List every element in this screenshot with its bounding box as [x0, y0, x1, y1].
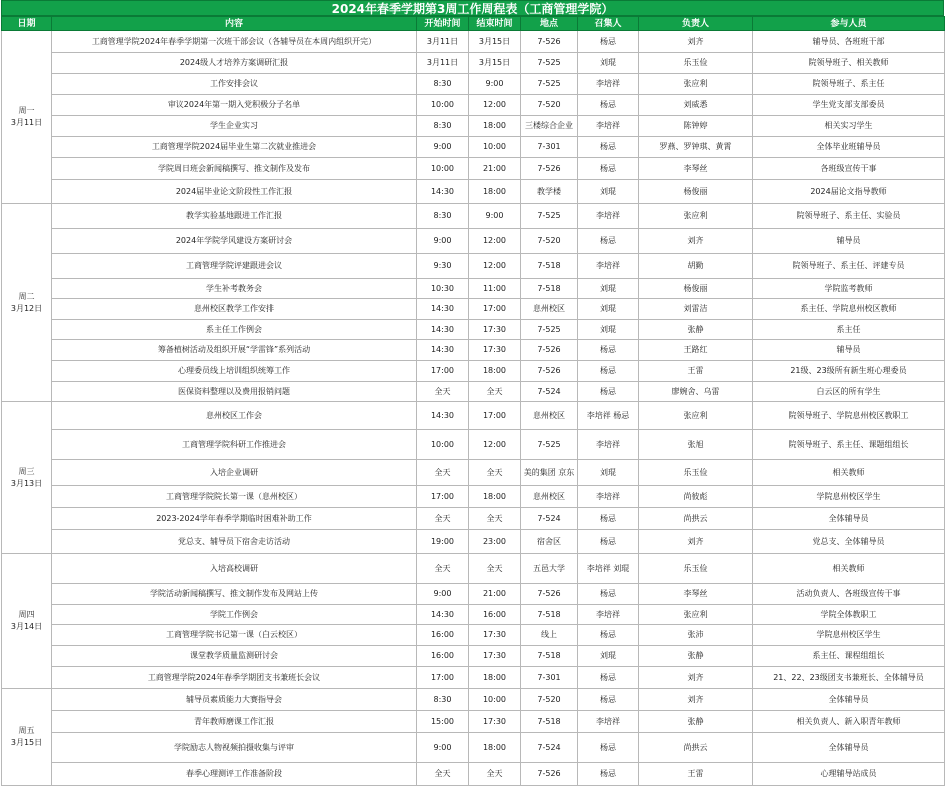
lead-cell: 刘雷洁: [639, 299, 753, 320]
start-time-cell: 8:30: [417, 689, 469, 711]
day-cell: [2, 689, 52, 786]
day-cell: [2, 402, 52, 554]
content-cell: 医保资料整理以及费用报销问题: [52, 382, 417, 402]
lead-cell: 张应利: [639, 605, 753, 625]
table-row: [2, 460, 945, 486]
day-cell: [2, 204, 52, 402]
place-cell: 7-525: [521, 204, 578, 229]
participants-cell: 院领导班子、系主任、课题组组长: [753, 430, 945, 460]
participants-cell: 系主任: [753, 320, 945, 340]
header-content: 内容: [52, 17, 417, 31]
content-cell: 工商管理学院院长第一课（息州校区）: [52, 486, 417, 508]
lead-cell: 乐玉俭: [639, 554, 753, 584]
day-name: 周三: [18, 466, 35, 476]
lead-cell: 张静: [639, 646, 753, 667]
participants-cell: 心理辅导站成员: [753, 763, 945, 786]
sheet-title: 2024年春季学期第3周工作周程表（工商管理学院）: [1, 0, 944, 16]
participants-cell: 全体辅导员: [753, 508, 945, 530]
convener-cell: 杨忌: [578, 137, 639, 158]
start-time-cell: 15:00: [417, 711, 469, 733]
header-row: [2, 17, 945, 31]
table-row: [2, 254, 945, 279]
convener-cell: 杨忌: [578, 763, 639, 786]
content-cell: 工商管理学院2024年春季学期团支书兼班长会议: [52, 667, 417, 689]
end-time-cell: 9:00: [469, 74, 521, 95]
convener-cell: 李培祥: [578, 204, 639, 229]
end-time-cell: 16:00: [469, 605, 521, 625]
lead-cell: 罗燕、罗钟琪、黄霄: [639, 137, 753, 158]
end-time-cell: 9:00: [469, 204, 521, 229]
start-time-cell: 9:00: [417, 733, 469, 763]
participants-cell: 相关实习学生: [753, 116, 945, 137]
end-time-cell: 17:30: [469, 711, 521, 733]
content-cell: 审议2024年第一期入党积极分子名单: [52, 95, 417, 116]
start-time-cell: 17:00: [417, 486, 469, 508]
end-time-cell: 3月15日: [469, 31, 521, 53]
lead-cell: 刘齐: [639, 530, 753, 554]
content-cell: 工商管理学院评建跟进会议: [52, 254, 417, 279]
content-cell: 学院工作例会: [52, 605, 417, 625]
table-row: [2, 320, 945, 340]
participants-cell: 活动负责人、各班级宣传干事: [753, 584, 945, 605]
start-time-cell: 14:30: [417, 605, 469, 625]
convener-cell: 李培祥 刘琨: [578, 554, 639, 584]
lead-cell: 刘齐: [639, 689, 753, 711]
table-row: [2, 299, 945, 320]
convener-cell: 刘琨: [578, 299, 639, 320]
start-time-cell: 8:30: [417, 116, 469, 137]
convener-cell: 刘琨: [578, 279, 639, 299]
participants-cell: 学生党支部支部委员: [753, 95, 945, 116]
lead-cell: 胡勤: [639, 254, 753, 279]
convener-cell: 杨忌: [578, 158, 639, 180]
table-row: [2, 158, 945, 180]
convener-cell: 刘琨: [578, 180, 639, 204]
content-cell: 2024届毕业论文阶段性工作汇报: [52, 180, 417, 204]
table-row: [2, 689, 945, 711]
table-row: [2, 763, 945, 786]
content-cell: 工商管理学院2024届毕业生第二次就业推进会: [52, 137, 417, 158]
content-cell: 工商管理学院书记第一课（白云校区）: [52, 625, 417, 646]
content-cell: 入培高校调研: [52, 554, 417, 584]
place-cell: 7-526: [521, 340, 578, 361]
end-time-cell: 17:30: [469, 625, 521, 646]
lead-cell: 尚拱云: [639, 733, 753, 763]
place-cell: 7-526: [521, 31, 578, 53]
table-row: [2, 667, 945, 689]
content-cell: 筹备植树活动及组织开展“学雷锋”系列活动: [52, 340, 417, 361]
participants-cell: 院领导班子、相关教师: [753, 53, 945, 74]
place-cell: 7-518: [521, 254, 578, 279]
table-row: [2, 430, 945, 460]
lead-cell: 廖婉舍、乌雷: [639, 382, 753, 402]
content-cell: 息州校区工作会: [52, 402, 417, 430]
place-cell: 线上: [521, 625, 578, 646]
content-cell: 入培企业调研: [52, 460, 417, 486]
content-cell: 青年教师磨课工作汇报: [52, 711, 417, 733]
start-time-cell: 10:00: [417, 158, 469, 180]
content-cell: 学生企业实习: [52, 116, 417, 137]
content-cell: 学院励志人物视频拍摄收集与评审: [52, 733, 417, 763]
place-cell: 7-525: [521, 53, 578, 74]
start-time-cell: 10:00: [417, 430, 469, 460]
convener-cell: 刘琨: [578, 53, 639, 74]
participants-cell: 院领导班子、系主任、实验员: [753, 204, 945, 229]
participants-cell: 辅导员: [753, 229, 945, 254]
convener-cell: 李培祥: [578, 430, 639, 460]
place-cell: 7-525: [521, 74, 578, 95]
end-time-cell: 18:00: [469, 116, 521, 137]
participants-cell: 辅导员: [753, 340, 945, 361]
header-convener: 召集人: [578, 17, 639, 31]
lead-cell: 张应利: [639, 204, 753, 229]
content-cell: 2024年学院学风建设方案研讨会: [52, 229, 417, 254]
lead-cell: 杨俊丽: [639, 279, 753, 299]
lead-cell: 尚拱云: [639, 508, 753, 530]
schedule-table: [1, 16, 945, 786]
convener-cell: 李培祥: [578, 254, 639, 279]
table-row: [2, 53, 945, 74]
place-cell: 7-524: [521, 382, 578, 402]
day-date: 3月13日: [10, 478, 43, 488]
participants-cell: 相关教师: [753, 460, 945, 486]
table-row: [2, 733, 945, 763]
schedule-sheet: [1, 0, 944, 786]
participants-cell: 全体辅导员: [753, 733, 945, 763]
end-time-cell: 17:30: [469, 320, 521, 340]
end-time-cell: 21:00: [469, 584, 521, 605]
participants-cell: 全体辅导员: [753, 689, 945, 711]
participants-cell: 相关教师: [753, 554, 945, 584]
table-row: [2, 554, 945, 584]
place-cell: 7-518: [521, 279, 578, 299]
table-row: [2, 229, 945, 254]
start-time-cell: 全天: [417, 763, 469, 786]
header-end: 结束时间: [469, 17, 521, 31]
start-time-cell: 14:30: [417, 402, 469, 430]
table-row: [2, 486, 945, 508]
participants-cell: 相关负责人、新入职青年教师: [753, 711, 945, 733]
day-name: 周五: [18, 726, 35, 735]
place-cell: 7-524: [521, 733, 578, 763]
end-time-cell: 18:00: [469, 361, 521, 382]
table-row: [2, 508, 945, 530]
start-time-cell: 9:00: [417, 584, 469, 605]
end-time-cell: 3月15日: [469, 53, 521, 74]
lead-cell: 李琴丝: [639, 584, 753, 605]
start-time-cell: 9:00: [417, 229, 469, 254]
lead-cell: 王雷: [639, 763, 753, 786]
table-row: [2, 116, 945, 137]
convener-cell: 杨忌: [578, 340, 639, 361]
table-row: [2, 180, 945, 204]
end-time-cell: 18:00: [469, 486, 521, 508]
convener-cell: 杨忌: [578, 584, 639, 605]
start-time-cell: 全天: [417, 554, 469, 584]
day-date: 3月12日: [10, 303, 43, 313]
table-row: [2, 625, 945, 646]
end-time-cell: 全天: [469, 460, 521, 486]
end-time-cell: 全天: [469, 382, 521, 402]
place-cell: 教学楼: [521, 180, 578, 204]
table-row: [2, 530, 945, 554]
participants-cell: 院领导班子、学院息州校区教职工: [753, 402, 945, 430]
start-time-cell: 10:30: [417, 279, 469, 299]
convener-cell: 杨忌: [578, 733, 639, 763]
start-time-cell: 全天: [417, 460, 469, 486]
convener-cell: 杨忌: [578, 508, 639, 530]
participants-cell: 党总支、全体辅导员: [753, 530, 945, 554]
content-cell: 2024级人才培养方案调研汇报: [52, 53, 417, 74]
place-cell: 7-520: [521, 689, 578, 711]
end-time-cell: 17:30: [469, 340, 521, 361]
convener-cell: 李培祥: [578, 711, 639, 733]
table-row: [2, 646, 945, 667]
start-time-cell: 全天: [417, 382, 469, 402]
table-row: [2, 402, 945, 430]
lead-cell: 乐玉俭: [639, 53, 753, 74]
place-cell: 7-518: [521, 605, 578, 625]
place-cell: 7-526: [521, 763, 578, 786]
content-cell: 系主任工作例会: [52, 320, 417, 340]
table-row: [2, 605, 945, 625]
start-time-cell: 17:00: [417, 667, 469, 689]
table-row: [2, 711, 945, 733]
end-time-cell: 10:00: [469, 689, 521, 711]
start-time-cell: 9:00: [417, 137, 469, 158]
lead-cell: 张应利: [639, 402, 753, 430]
schedule-body: [2, 31, 945, 786]
convener-cell: 李培祥: [578, 116, 639, 137]
lead-cell: 张沛: [639, 625, 753, 646]
convener-cell: 杨忌: [578, 667, 639, 689]
start-time-cell: 8:30: [417, 74, 469, 95]
header-place: 地点: [521, 17, 578, 31]
convener-cell: 刘琨: [578, 460, 639, 486]
convener-cell: 杨忌: [578, 530, 639, 554]
lead-cell: 张旭: [639, 430, 753, 460]
participants-cell: 学院监考教师: [753, 279, 945, 299]
place-cell: 宿舍区: [521, 530, 578, 554]
participants-cell: 系主任、课程组组长: [753, 646, 945, 667]
convener-cell: 刘琨: [578, 646, 639, 667]
content-cell: 学院周日班会新闻稿撰写、推文制作及发布: [52, 158, 417, 180]
lead-cell: 王路红: [639, 340, 753, 361]
place-cell: 7-301: [521, 137, 578, 158]
lead-cell: 刘齐: [639, 667, 753, 689]
lead-cell: 尚彼彪: [639, 486, 753, 508]
participants-cell: 各班级宣传干事: [753, 158, 945, 180]
end-time-cell: 17:00: [469, 299, 521, 320]
end-time-cell: 12:00: [469, 254, 521, 279]
end-time-cell: 23:00: [469, 530, 521, 554]
lead-cell: 张静: [639, 711, 753, 733]
table-row: [2, 340, 945, 361]
participants-cell: 21级、23级所有新生班心理委员: [753, 361, 945, 382]
content-cell: 春季心理测评工作准备阶段: [52, 763, 417, 786]
participants-cell: 学院息州校区学生: [753, 486, 945, 508]
participants-cell: 白云区的所有学生: [753, 382, 945, 402]
place-cell: 7-526: [521, 361, 578, 382]
day-date: 3月15日: [10, 738, 43, 747]
table-row: [2, 31, 945, 53]
header-lead: 负责人: [639, 17, 753, 31]
content-cell: 辅导员素质能力大赛指导会: [52, 689, 417, 711]
end-time-cell: 21:00: [469, 158, 521, 180]
lead-cell: 张静: [639, 320, 753, 340]
end-time-cell: 12:00: [469, 430, 521, 460]
day-date: 3月14日: [10, 622, 43, 631]
lead-cell: 陈钟婷: [639, 116, 753, 137]
content-cell: 工商管理学院2024年春季学期第一次班干部会议（各辅导员在本周内组织开完）: [52, 31, 417, 53]
end-time-cell: 10:00: [469, 137, 521, 158]
start-time-cell: 全天: [417, 508, 469, 530]
content-cell: 工作安排会议: [52, 74, 417, 95]
participants-cell: 21、22、23级团支书兼班长、全体辅导员: [753, 667, 945, 689]
start-time-cell: 3月11日: [417, 53, 469, 74]
header-start: 开始时间: [417, 17, 469, 31]
place-cell: 7-520: [521, 229, 578, 254]
participants-cell: 2024届论文指导教师: [753, 180, 945, 204]
start-time-cell: 16:00: [417, 625, 469, 646]
content-cell: 2023-2024学年春季学期临时困难补助工作: [52, 508, 417, 530]
place-cell: 息州校区: [521, 402, 578, 430]
convener-cell: 杨忌: [578, 361, 639, 382]
participants-cell: 系主任、学院息州校区教师: [753, 299, 945, 320]
convener-cell: 杨忌: [578, 229, 639, 254]
table-row: [2, 361, 945, 382]
table-row: [2, 137, 945, 158]
day-cell: [2, 554, 52, 689]
day-cell: [2, 31, 52, 204]
lead-cell: 刘齐: [639, 31, 753, 53]
start-time-cell: 10:00: [417, 95, 469, 116]
lead-cell: 刘威悉: [639, 95, 753, 116]
convener-cell: 杨忌: [578, 382, 639, 402]
end-time-cell: 全天: [469, 554, 521, 584]
day-date: 3月11日: [10, 118, 43, 127]
content-cell: 课堂教学质量监测研讨会: [52, 646, 417, 667]
participants-cell: 全体毕业班辅导员: [753, 137, 945, 158]
content-cell: 工商管理学院科研工作推进会: [52, 430, 417, 460]
table-row: [2, 74, 945, 95]
end-time-cell: 12:00: [469, 229, 521, 254]
place-cell: 7-526: [521, 158, 578, 180]
convener-cell: 李培祥: [578, 74, 639, 95]
participants-cell: 院领导班子、系主任、评建专员: [753, 254, 945, 279]
start-time-cell: 19:00: [417, 530, 469, 554]
place-cell: 7-524: [521, 508, 578, 530]
table-row: [2, 204, 945, 229]
place-cell: 五邑大学: [521, 554, 578, 584]
start-time-cell: 14:30: [417, 320, 469, 340]
content-cell: 心理委员线上培训组织统筹工作: [52, 361, 417, 382]
place-cell: 7-525: [521, 430, 578, 460]
start-time-cell: 3月11日: [417, 31, 469, 53]
day-name: 周四: [18, 610, 35, 619]
convener-cell: 杨忌: [578, 689, 639, 711]
place-cell: 美的集团 京东: [521, 460, 578, 486]
start-time-cell: 17:00: [417, 361, 469, 382]
participants-cell: 学院全体教职工: [753, 605, 945, 625]
participants-cell: 院领导班子、系主任: [753, 74, 945, 95]
table-row: [2, 95, 945, 116]
place-cell: 7-520: [521, 95, 578, 116]
start-time-cell: 14:30: [417, 180, 469, 204]
start-time-cell: 14:30: [417, 340, 469, 361]
day-name: 周一: [18, 106, 35, 115]
place-cell: 息州校区: [521, 486, 578, 508]
convener-cell: 杨忌: [578, 95, 639, 116]
end-time-cell: 18:00: [469, 180, 521, 204]
lead-cell: 刘齐: [639, 229, 753, 254]
end-time-cell: 17:00: [469, 402, 521, 430]
lead-cell: 张应利: [639, 74, 753, 95]
end-time-cell: 17:30: [469, 646, 521, 667]
start-time-cell: 9:30: [417, 254, 469, 279]
lead-cell: 王雷: [639, 361, 753, 382]
end-time-cell: 全天: [469, 508, 521, 530]
content-cell: 党总支、辅导员下宿舍走访活动: [52, 530, 417, 554]
place-cell: 息州校区: [521, 299, 578, 320]
lead-cell: 乐玉俭: [639, 460, 753, 486]
end-time-cell: 11:00: [469, 279, 521, 299]
place-cell: 7-301: [521, 667, 578, 689]
convener-cell: 杨忌: [578, 625, 639, 646]
table-row: [2, 279, 945, 299]
convener-cell: 李培祥: [578, 605, 639, 625]
content-cell: 息州校区教学工作安排: [52, 299, 417, 320]
start-time-cell: 14:30: [417, 299, 469, 320]
place-cell: 7-525: [521, 320, 578, 340]
convener-cell: 刘琨: [578, 320, 639, 340]
table-row: [2, 584, 945, 605]
header-participants: 参与人员: [753, 17, 945, 31]
start-time-cell: 16:00: [417, 646, 469, 667]
participants-cell: 辅导员、各班班干部: [753, 31, 945, 53]
place-cell: 7-518: [521, 646, 578, 667]
content-cell: 学院活动新闻稿撰写、推文制作发布及网站上传: [52, 584, 417, 605]
convener-cell: 李培祥 杨忌: [578, 402, 639, 430]
content-cell: 教学实验基地跟进工作汇报: [52, 204, 417, 229]
start-time-cell: 8:30: [417, 204, 469, 229]
end-time-cell: 全天: [469, 763, 521, 786]
table-row: [2, 382, 945, 402]
lead-cell: 杨俊丽: [639, 180, 753, 204]
participants-cell: 学院息州校区学生: [753, 625, 945, 646]
convener-cell: 李培祥: [578, 486, 639, 508]
place-cell: 7-518: [521, 711, 578, 733]
end-time-cell: 18:00: [469, 733, 521, 763]
header-date: 日期: [2, 17, 52, 31]
end-time-cell: 18:00: [469, 667, 521, 689]
end-time-cell: 12:00: [469, 95, 521, 116]
content-cell: 学生补考教务会: [52, 279, 417, 299]
place-cell: 三楼综合企业: [521, 116, 578, 137]
place-cell: 7-526: [521, 584, 578, 605]
convener-cell: 杨忌: [578, 31, 639, 53]
lead-cell: 李琴丝: [639, 158, 753, 180]
day-name: 周二: [18, 291, 35, 301]
